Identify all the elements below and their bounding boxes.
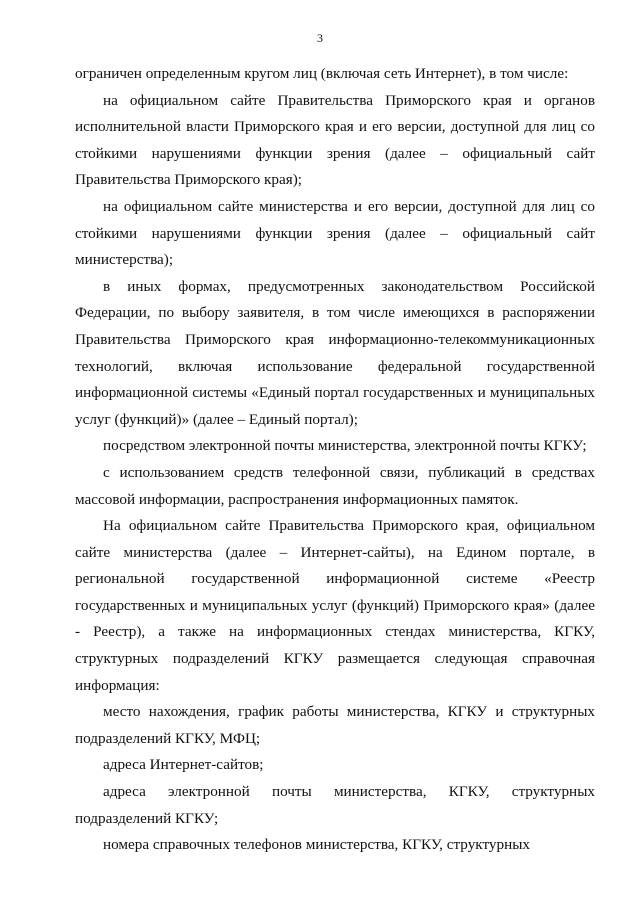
paragraph-reference-info-intro: На официальном сайте Правительства Приморского края, официальном сайте министерства (далее – Интернет-сайты), на Едином портале, в региональной государственной информационной системе «Реестр государственных и муниципальных услуг (функций) Приморского края» (далее - Реестр), а также на информационных стендах министерства, КГКУ, структурных подразделений КГКУ размещается следующая справочная информация: [75, 517, 595, 694]
page-number: 3 [317, 31, 323, 45]
paragraph-other-forms: в иных формах, предусмотренных законодательством Российской Федерации, по выбору заявителя, в том числе имеющихся в распоряжении Правительства Приморского края информационно-телекоммуникационных технологий, включая использование федеральной государственной информационной системы «Единый портал государственных и муниципальных услуг (функций)» (далее – Единый портал); [75, 277, 595, 428]
paragraph-location-schedule: место нахождения, график работы министерства, КГКУ и структурных подразделений КГКУ, МФЦ; [75, 703, 595, 747]
paragraph-website-addresses: адреса Интернет-сайтов; [103, 756, 264, 774]
paragraph-continuation: ограничен определенным кругом лиц (включая сеть Интернет), в том числе: [75, 65, 569, 82]
paragraph-email: посредством электронной почты министерства, электронной почты КГКУ; [103, 437, 587, 455]
paragraph-email-addresses: адреса электронной почты министерства, КГКУ, структурных подразделений КГКУ; [75, 783, 595, 827]
paragraph-phone-numbers: номера справочных телефонов министерства, КГКУ, структурных [103, 836, 531, 854]
document-body [75, 61, 595, 859]
paragraph-official-site-government: на официальном сайте Правительства Приморского края и органов исполнительной власти Приморского края и его версии, доступной для лиц со стойкими нарушениями функции зрения (далее – официальный сайт Правительства Приморского края); [75, 91, 595, 189]
paragraph-telephone-media: с использованием средств телефонной связи, публикаций в средствах массовой информации, распространения информационных памяток. [75, 463, 595, 508]
paragraph-official-site-ministry: на официальном сайте министерства и его версии, доступной для лиц со стойкими нарушениями функции зрения (далее – официальный сайт министерства); [75, 197, 595, 269]
